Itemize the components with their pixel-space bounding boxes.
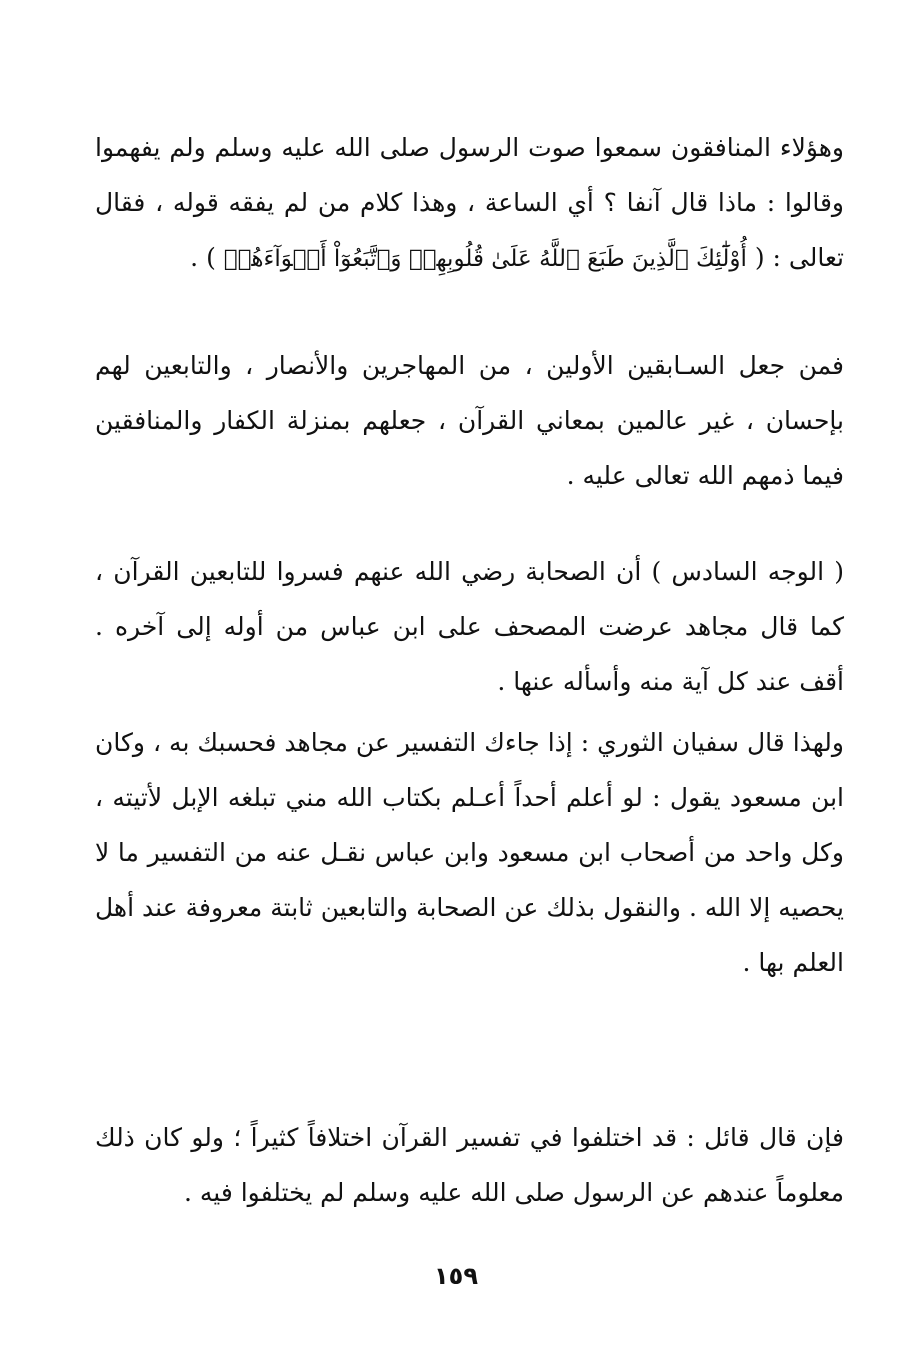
paragraph-text: فمن جعل السـابقين الأولين ، من المهاجرين والأنصار ، والتابعين لهم بإحسان ، غير عالمين بمعاني القرآن ، جعلهم بمنزلة الكفار والمنافقين فيما ذمهم الله تعالى عليه . <box>95 351 844 490</box>
page-number: ١٥٩ <box>434 1262 478 1290</box>
paragraph-predecessors <box>95 338 844 503</box>
quran-verse: أُوْلَٰٓئِكَ ٱلَّذِينَ طَبَعَ ٱللَّهُ عَلَىٰ قُلُوبِهِمۡ وَٱتَّبَعُوٓاْ أَهۡوَآءَهُمۡ <box>223 246 747 272</box>
paragraph-text: ولهذا قال سفيان الثوري : إذا جاءك التفسير عن مجاهد فحسبك به ، وكان ابن مسعود يقول : لو أعلم أحداً أعـلم بكتاب الله مني تبلغه الإبل لأتيته ، وكل واحد من أصحاب ابن مسعود وابن عباس نقـل عنه من التفسير ما لا يحصيه إلا الله . والنقول بذلك عن الصحابة والتابعين ثابتة معروفة عند أهل العلم بها . <box>95 728 845 977</box>
paragraph-objection <box>95 1110 844 1220</box>
paragraph-sufyan <box>95 715 844 990</box>
paragraph-closing: ) . <box>190 243 216 272</box>
paragraph-text: فإن قال قائل : قد اختلفوا في تفسير القرآن اختلافاً كثيراً ؛ ولو كان ذلك معلوماً عندهم عن الرسول صلى الله عليه وسلم لم يختلفوا فيه . <box>95 1123 844 1207</box>
paragraph-hypocrites <box>95 120 844 287</box>
paragraph-sixth-aspect <box>95 544 844 709</box>
paragraph-text: ( الوجه السادس ) أن الصحابة رضي الله عنهم فسروا للتابعين القرآن ، كما قال مجاهد عرضت المصحف على ابن عباس من أوله إلى آخره . أقف عند كل آية منه وأسأله عنها . <box>95 557 844 696</box>
paragraph-text: وهؤلاء المنافقون سمعوا صوت الرسول صلى الله عليه وسلم ولم يفهموا وقالوا : ماذا قال آنفا ؟ أي الساعة ، وهذا كلام من لم يفقه قوله ، فقال تعالى : ( <box>95 133 844 272</box>
